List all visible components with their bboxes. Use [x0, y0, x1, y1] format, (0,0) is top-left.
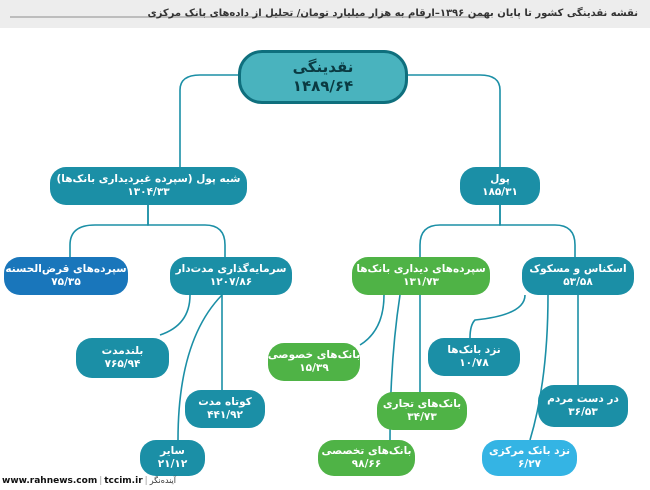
footer [0, 476, 650, 490]
node-value: ۵۳/۵۸ [563, 276, 593, 288]
link-quasi-qard [70, 205, 148, 258]
link-cash-atbanks [470, 295, 525, 338]
node-short-term [185, 390, 265, 428]
link-root-money [400, 75, 500, 168]
node-cash-coins [522, 257, 634, 295]
node-label: بلندمدت [101, 344, 144, 357]
node-value: ۱۳۰۴/۳۳ [127, 186, 170, 198]
node-term-investment [170, 257, 292, 295]
footer-credits: www.rahnews.com | tccim.ir | آینده‌نگر [2, 476, 176, 486]
link-root-quasi [180, 75, 240, 168]
node-quasi-money [50, 167, 247, 205]
link-invest-long [160, 295, 190, 335]
node-value: ۷۶۵/۹۴ [104, 358, 141, 370]
node-label: بانک‌های تجاری [382, 397, 462, 410]
node-value: ۱۵/۳۹ [299, 362, 329, 374]
node-value: ۶/۲۷ [517, 458, 542, 470]
node-label: بانک‌های تخصصی [321, 444, 412, 457]
node-private-banks [268, 343, 360, 381]
node-value: ۱۸۵/۳۱ [482, 186, 518, 198]
node-commercial-banks [377, 392, 467, 430]
node-label: بانک‌های خصوصی [268, 348, 360, 361]
node-value: ۱۴۸۹/۶۴ [292, 77, 354, 95]
link-quasi-invest [148, 205, 225, 258]
node-demand-deposits [352, 257, 490, 295]
node-value: ۳۶/۵۳ [568, 406, 598, 418]
node-value: ۲۱/۱۲ [157, 458, 188, 470]
node-label: اسکناس و مسکوک [529, 262, 627, 275]
footer-site-link[interactable]: www.rahnews.com [2, 476, 98, 486]
node-other [140, 440, 205, 476]
node-label: سایر [160, 444, 185, 457]
footer-brand: آینده‌نگر [149, 476, 176, 485]
footer-site2-link[interactable]: tccim.ir [104, 476, 143, 486]
node-label: در دست مردم [547, 392, 619, 405]
node-label: نزد بانک مرکزی [488, 444, 571, 457]
node-value: ۷۵/۳۵ [51, 276, 81, 288]
link-money-demand [420, 205, 500, 258]
node-liquidity [238, 50, 408, 104]
node-long-term [76, 338, 169, 378]
node-label: سرمایه‌گذاری مدت‌دار [175, 262, 287, 275]
node-label: کوتاه مدت [198, 395, 252, 408]
page-title: نقشه نقدینگی کشور تا پایان بهمن ۱۳۹۶–ارقام به هزار میلیارد تومان/ تحلیل از داده‌های بانک مرکزی [147, 8, 638, 19]
node-value: ۳۴/۷۳ [407, 411, 437, 423]
node-value: ۹۸/۶۶ [351, 458, 382, 470]
node-label: سپرده‌های دیداری بانک‌ها [356, 262, 486, 275]
node-value: ۴۴۱/۹۲ [207, 409, 243, 421]
node-at-banks [428, 338, 520, 376]
node-label: سپرده‌های قرض‌الحسنه [5, 262, 127, 275]
node-value: ۱۲۰۷/۸۶ [209, 276, 253, 288]
node-value: ۱۳۱/۷۳ [403, 276, 439, 288]
node-label: نقدینگی [292, 58, 354, 77]
node-label: شبه پول (سپرده غیردیداری بانک‌ها) [56, 172, 241, 185]
node-money [460, 167, 540, 205]
link-money-cash [500, 205, 575, 258]
node-specialized-banks [318, 440, 415, 476]
node-label: پول [490, 172, 510, 185]
link-demand-private [360, 295, 384, 345]
node-label: نزد بانک‌ها [447, 343, 501, 356]
node-qard-deposits [4, 257, 128, 295]
node-central-bank [482, 440, 577, 476]
node-value: ۱۰/۷۸ [459, 357, 489, 369]
node-with-public [538, 385, 628, 427]
